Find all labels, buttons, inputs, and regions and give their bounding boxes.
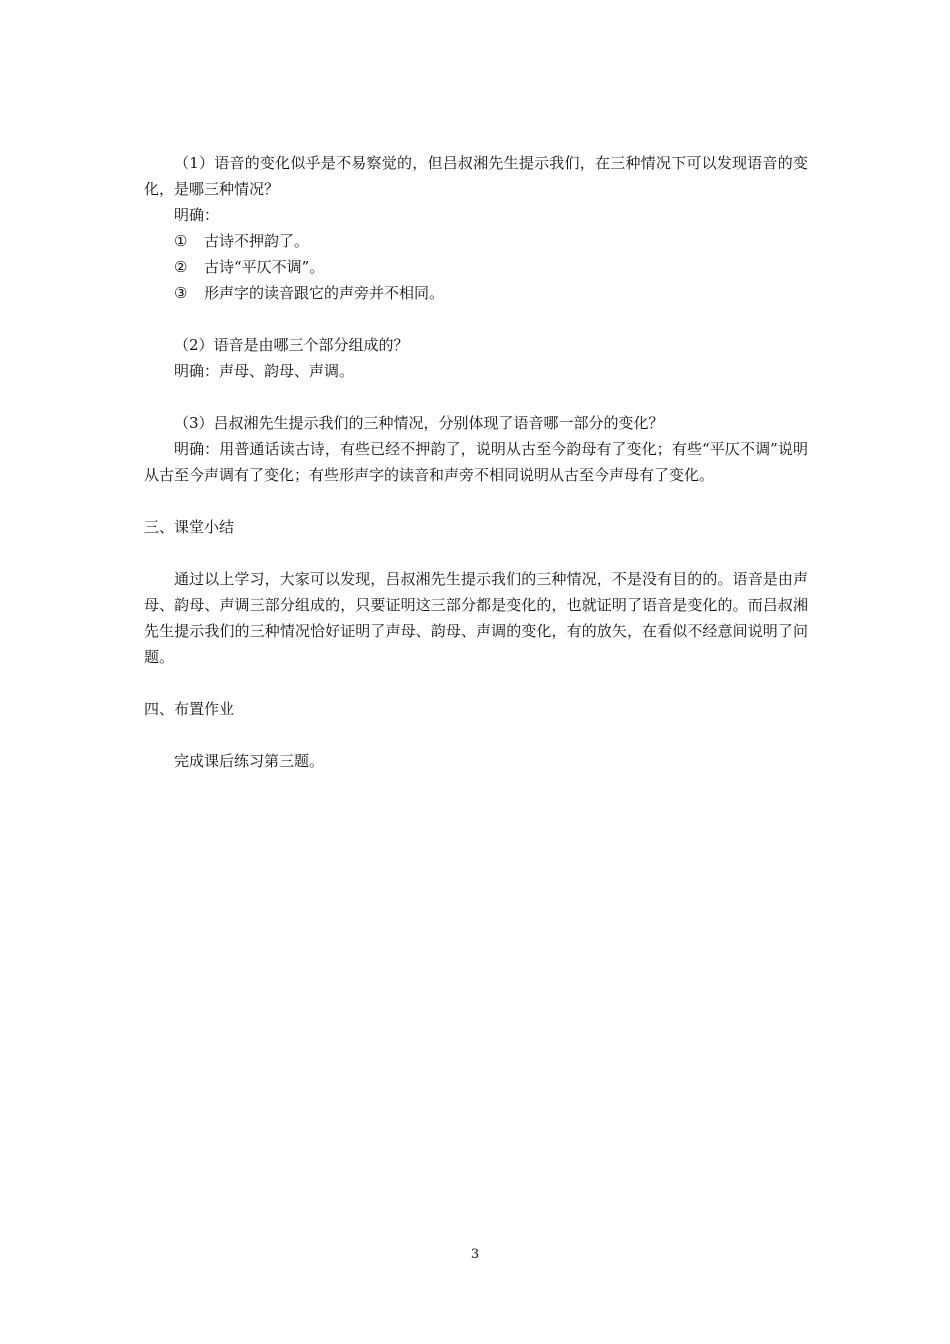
spacer [144, 540, 808, 566]
list-item [144, 280, 808, 306]
homework-paragraph: 完成课后练习第三题。 [174, 752, 325, 770]
spacer [144, 670, 808, 696]
answer-label-1: 明确： [174, 206, 220, 224]
list-item [144, 254, 808, 280]
list-marker: ② [174, 258, 188, 276]
question-2: （2）语音是由哪三个部分组成的？ [174, 336, 409, 354]
spacer [144, 306, 808, 332]
section-heading-homework: 四、布置作业 [144, 700, 235, 718]
list-item-text: 古诗“平仄不调”。 [204, 258, 325, 276]
answer-3: 明确：用普通话读古诗，有些已经不押韵了，说明从古至今韵母有了变化；有些“平仄不调”说明从古至今声调有了变化；有些形声字的读音和声旁不相同说明从古至今声母有了变化。 [144, 440, 808, 484]
spacer [144, 488, 808, 514]
list-marker: ③ [174, 284, 188, 302]
section-heading-summary: 三、课堂小结 [144, 518, 235, 536]
spacer [144, 384, 808, 410]
list-item-text: 古诗不押韵了。 [204, 232, 310, 250]
answer-2: 明确：声母、韵母、声调。 [174, 362, 355, 380]
page-content [144, 150, 808, 774]
page-number: 3 [470, 1247, 480, 1262]
list-item-text: 形声字的读音跟它的声旁并不相同。 [204, 284, 445, 302]
spacer [144, 722, 808, 748]
list-item [144, 228, 808, 254]
question-1: （1）语音的变化似乎是不易察觉的，但吕叔湘先生提示我们，在三种情况下可以发现语音的变化，是哪三种情况？ [144, 154, 808, 198]
list-marker: ① [174, 232, 188, 250]
question-3: （3）吕叔湘先生提示我们的三种情况，分别体现了语音哪一部分的变化？ [174, 414, 664, 432]
summary-paragraph: 通过以上学习，大家可以发现，吕叔湘先生提示我们的三种情况，不是没有目的的。语音是由声母、韵母、声调三部分组成的，只要证明这三部分都是变化的，也就证明了语音是变化的。而吕叔湘先生提示我们的三种情况恰好证明了声母、韵母、声调的变化，有的放矢，在看似不经意间说明了问题。 [144, 570, 808, 666]
